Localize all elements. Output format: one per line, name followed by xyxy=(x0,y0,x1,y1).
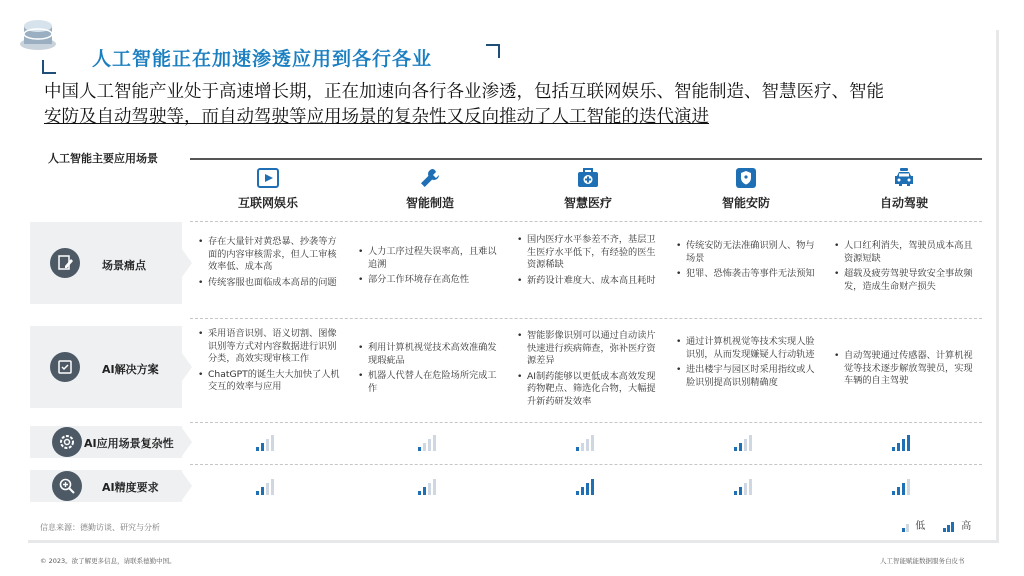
level-bar xyxy=(734,447,737,451)
cell-pain-autonomous xyxy=(832,240,978,296)
level-bar xyxy=(261,487,264,495)
level-bar xyxy=(744,439,747,451)
row-title: AI应用场景复杂性 xyxy=(84,437,174,450)
level-bar xyxy=(581,443,584,451)
cell-solution-autonomous xyxy=(832,350,978,391)
bullet-item: • 人口红利消失，驾驶员成本高且资源短缺 xyxy=(832,240,978,265)
intro-line-1: 中国人工智能产业处于高速增长期，正在加速向各行各业渗透，包括互联网娱乐、智能制造、智慧医疗、智能 xyxy=(44,82,884,102)
cell-solution-healthcare xyxy=(515,330,661,411)
legend-high-bars xyxy=(942,520,958,532)
column-header-healthcare xyxy=(508,166,668,211)
logo-icon xyxy=(16,14,58,54)
level-bar xyxy=(902,439,905,451)
bullet-item: • ChatGPT的诞生大大加快了人机交互的效率与应用 xyxy=(196,369,342,394)
gear-icon xyxy=(52,427,82,457)
level-bar xyxy=(576,447,579,451)
level-bar xyxy=(418,447,421,451)
row-arrow xyxy=(182,249,192,277)
column-header-entertainment xyxy=(188,166,348,211)
footer-copyright: © 2023。欲了解更多信息，请联系德勤中国。 xyxy=(40,557,176,565)
bullet-item: • 通过计算机视觉等技术实现人脸识别，从而发现嫌疑人行动轨迹 xyxy=(674,336,820,361)
level-bar xyxy=(428,483,431,495)
column-label: 自动驾驶 xyxy=(879,196,928,210)
accuracy-level-2 xyxy=(418,477,440,495)
accuracy-level-5 xyxy=(892,477,914,495)
bullet-item: • 进出楼宇与园区时采用指纹或人脸识别提高识别精确度 xyxy=(674,364,820,389)
row-title: AI解决方案 xyxy=(102,363,159,376)
row-separator xyxy=(190,221,982,222)
row-separator xyxy=(190,318,982,319)
bullet-item: • 自动驾驶通过传感器、计算机视觉等技术逐步解放驾驶员，实现车辆的自主驾驶 xyxy=(832,350,978,388)
column-header-security xyxy=(666,166,826,211)
bullet-item: • 国内医疗水平参差不齐，基层卫生医疗水平低下，有经验的医生资源稀缺 xyxy=(515,234,661,272)
bullet-item: • 犯罪、恐怖袭击等事件无法预知 xyxy=(674,268,820,281)
row-label-accuracy xyxy=(30,470,182,502)
bullet-item: • 部分工作环境存在高危性 xyxy=(356,274,502,287)
level-bar xyxy=(739,443,742,451)
level-bar xyxy=(591,435,594,451)
level-bar xyxy=(271,479,274,495)
intro-line-2: 安防及自动驾驶等，而自动驾驶等应用场景的复杂性又反向推动了人工智能的迭代演进 xyxy=(44,107,709,127)
level-bar xyxy=(734,491,737,495)
complexity-level-3 xyxy=(576,433,598,451)
complexity-level-5 xyxy=(892,433,914,451)
column-label: 互联网娱乐 xyxy=(237,196,298,210)
page-title: 人工智能正在加速渗透应用到各行各业 xyxy=(92,48,433,70)
level-bar xyxy=(739,487,742,495)
footer-report-title: 人工智能赋能数据服务白皮书 xyxy=(880,557,965,565)
row-label-complexity xyxy=(30,426,182,458)
bullet-item: • 新药设计难度大、成本高且耗时 xyxy=(515,275,661,288)
legend-low-label: 低 xyxy=(915,521,926,532)
bullet-item: • 智能影像识别可以通过自动读片快速进行疾病筛查，弥补医疗资源差异 xyxy=(515,330,661,368)
level-bar xyxy=(749,479,752,495)
bullet-item: • 传统安防无法准确识别人、物与场景 xyxy=(674,240,820,265)
car-icon xyxy=(892,166,916,190)
level-bar xyxy=(428,439,431,451)
row-arrow xyxy=(182,472,192,500)
bullet-item: • 存在大量针对黄恐暴、抄袭等方面的内容审核需求，但人工审核效率低、成本高 xyxy=(196,236,342,274)
column-label: 智慧医疗 xyxy=(563,196,612,210)
legend-low xyxy=(900,517,925,532)
title-bracket-left xyxy=(42,60,56,74)
complexity-level-1 xyxy=(256,433,278,451)
level-bar xyxy=(433,435,436,451)
level-bar xyxy=(581,487,584,495)
level-bar xyxy=(892,491,895,495)
row-title: AI精度要求 xyxy=(102,481,159,494)
level-bar xyxy=(902,483,905,495)
cell-pain-manufacturing xyxy=(356,246,502,290)
level-bar xyxy=(266,483,269,495)
level-bar xyxy=(907,479,910,495)
level-bar xyxy=(423,443,426,451)
row-arrow xyxy=(182,428,192,456)
level-bar xyxy=(897,443,900,451)
cell-pain-healthcare xyxy=(515,234,661,290)
level-bar xyxy=(256,447,259,451)
level-bar xyxy=(744,483,747,495)
source-note: 信息来源：德勤访谈、研究与分析 xyxy=(40,523,160,532)
level-bar xyxy=(907,435,910,451)
cell-solution-entertainment xyxy=(196,328,342,397)
title-bracket-right xyxy=(486,44,500,58)
wrench-icon xyxy=(418,166,442,190)
level-bar xyxy=(749,435,752,451)
level-bar xyxy=(433,479,436,495)
bullet-item: • AI制药能够以更低成本高效发现药物靶点、筛选化合物，大幅提升新药研发效率 xyxy=(515,371,661,409)
level-bar xyxy=(423,487,426,495)
medical-kit-icon xyxy=(576,166,600,190)
level-bar xyxy=(576,491,579,495)
level-bar xyxy=(897,487,900,495)
column-header-manufacturing xyxy=(350,166,510,211)
header-divider xyxy=(190,158,982,160)
cell-pain-security xyxy=(674,240,820,284)
magnifier-plus-icon xyxy=(52,471,82,501)
level-bar xyxy=(256,491,259,495)
level-bar xyxy=(586,483,589,495)
cell-solution-manufacturing xyxy=(356,342,502,398)
level-bar xyxy=(892,447,895,451)
bullet-item: • 机器人代替人在危险场所完成工作 xyxy=(356,370,502,395)
row-label-pain-points xyxy=(30,222,182,304)
bullet-item: • 采用语音识别、语义切割、图像识别等方式对内容数据进行识别分类，高效实现审核工作 xyxy=(196,328,342,366)
document-edit-icon xyxy=(50,248,80,278)
section-label: 人工智能主要应用场景 xyxy=(48,152,158,165)
shield-icon xyxy=(734,166,758,190)
level-bar xyxy=(418,491,421,495)
complexity-level-4 xyxy=(734,433,756,451)
column-label: 智能安防 xyxy=(721,196,770,210)
bullet-item: • 超载及疲劳驾驶导致安全事故频发，造成生命财产损失 xyxy=(832,268,978,293)
checklist-icon xyxy=(50,352,80,382)
legend-low-bars xyxy=(900,520,912,532)
cell-pain-entertainment xyxy=(196,236,342,292)
legend-high-label: 高 xyxy=(961,521,972,532)
accuracy-level-3 xyxy=(576,477,598,495)
level-bar xyxy=(261,443,264,451)
level-bar xyxy=(271,435,274,451)
legend-high xyxy=(942,517,971,532)
row-label-ai-solution xyxy=(30,326,182,408)
accuracy-level-1 xyxy=(256,477,278,495)
level-bar xyxy=(586,439,589,451)
bullet-item: • 传统客服也面临成本高昂的问题 xyxy=(196,277,342,290)
column-header-autonomous-driving xyxy=(824,166,984,211)
column-label: 智能制造 xyxy=(405,196,454,210)
row-separator xyxy=(190,464,982,465)
level-bar xyxy=(591,479,594,495)
play-icon xyxy=(256,166,280,190)
level-bar xyxy=(266,439,269,451)
bullet-item: • 利用计算机视觉技术高效准确发现瑕疵品 xyxy=(356,342,502,367)
row-arrow xyxy=(182,353,192,381)
intro-paragraph xyxy=(44,80,984,130)
bullet-item: • 人力工序过程失误率高，且难以追溯 xyxy=(356,246,502,271)
complexity-level-2 xyxy=(418,433,440,451)
accuracy-level-4 xyxy=(734,477,756,495)
row-separator xyxy=(190,422,982,423)
row-title: 场景痛点 xyxy=(102,259,146,272)
cell-solution-security xyxy=(674,336,820,392)
